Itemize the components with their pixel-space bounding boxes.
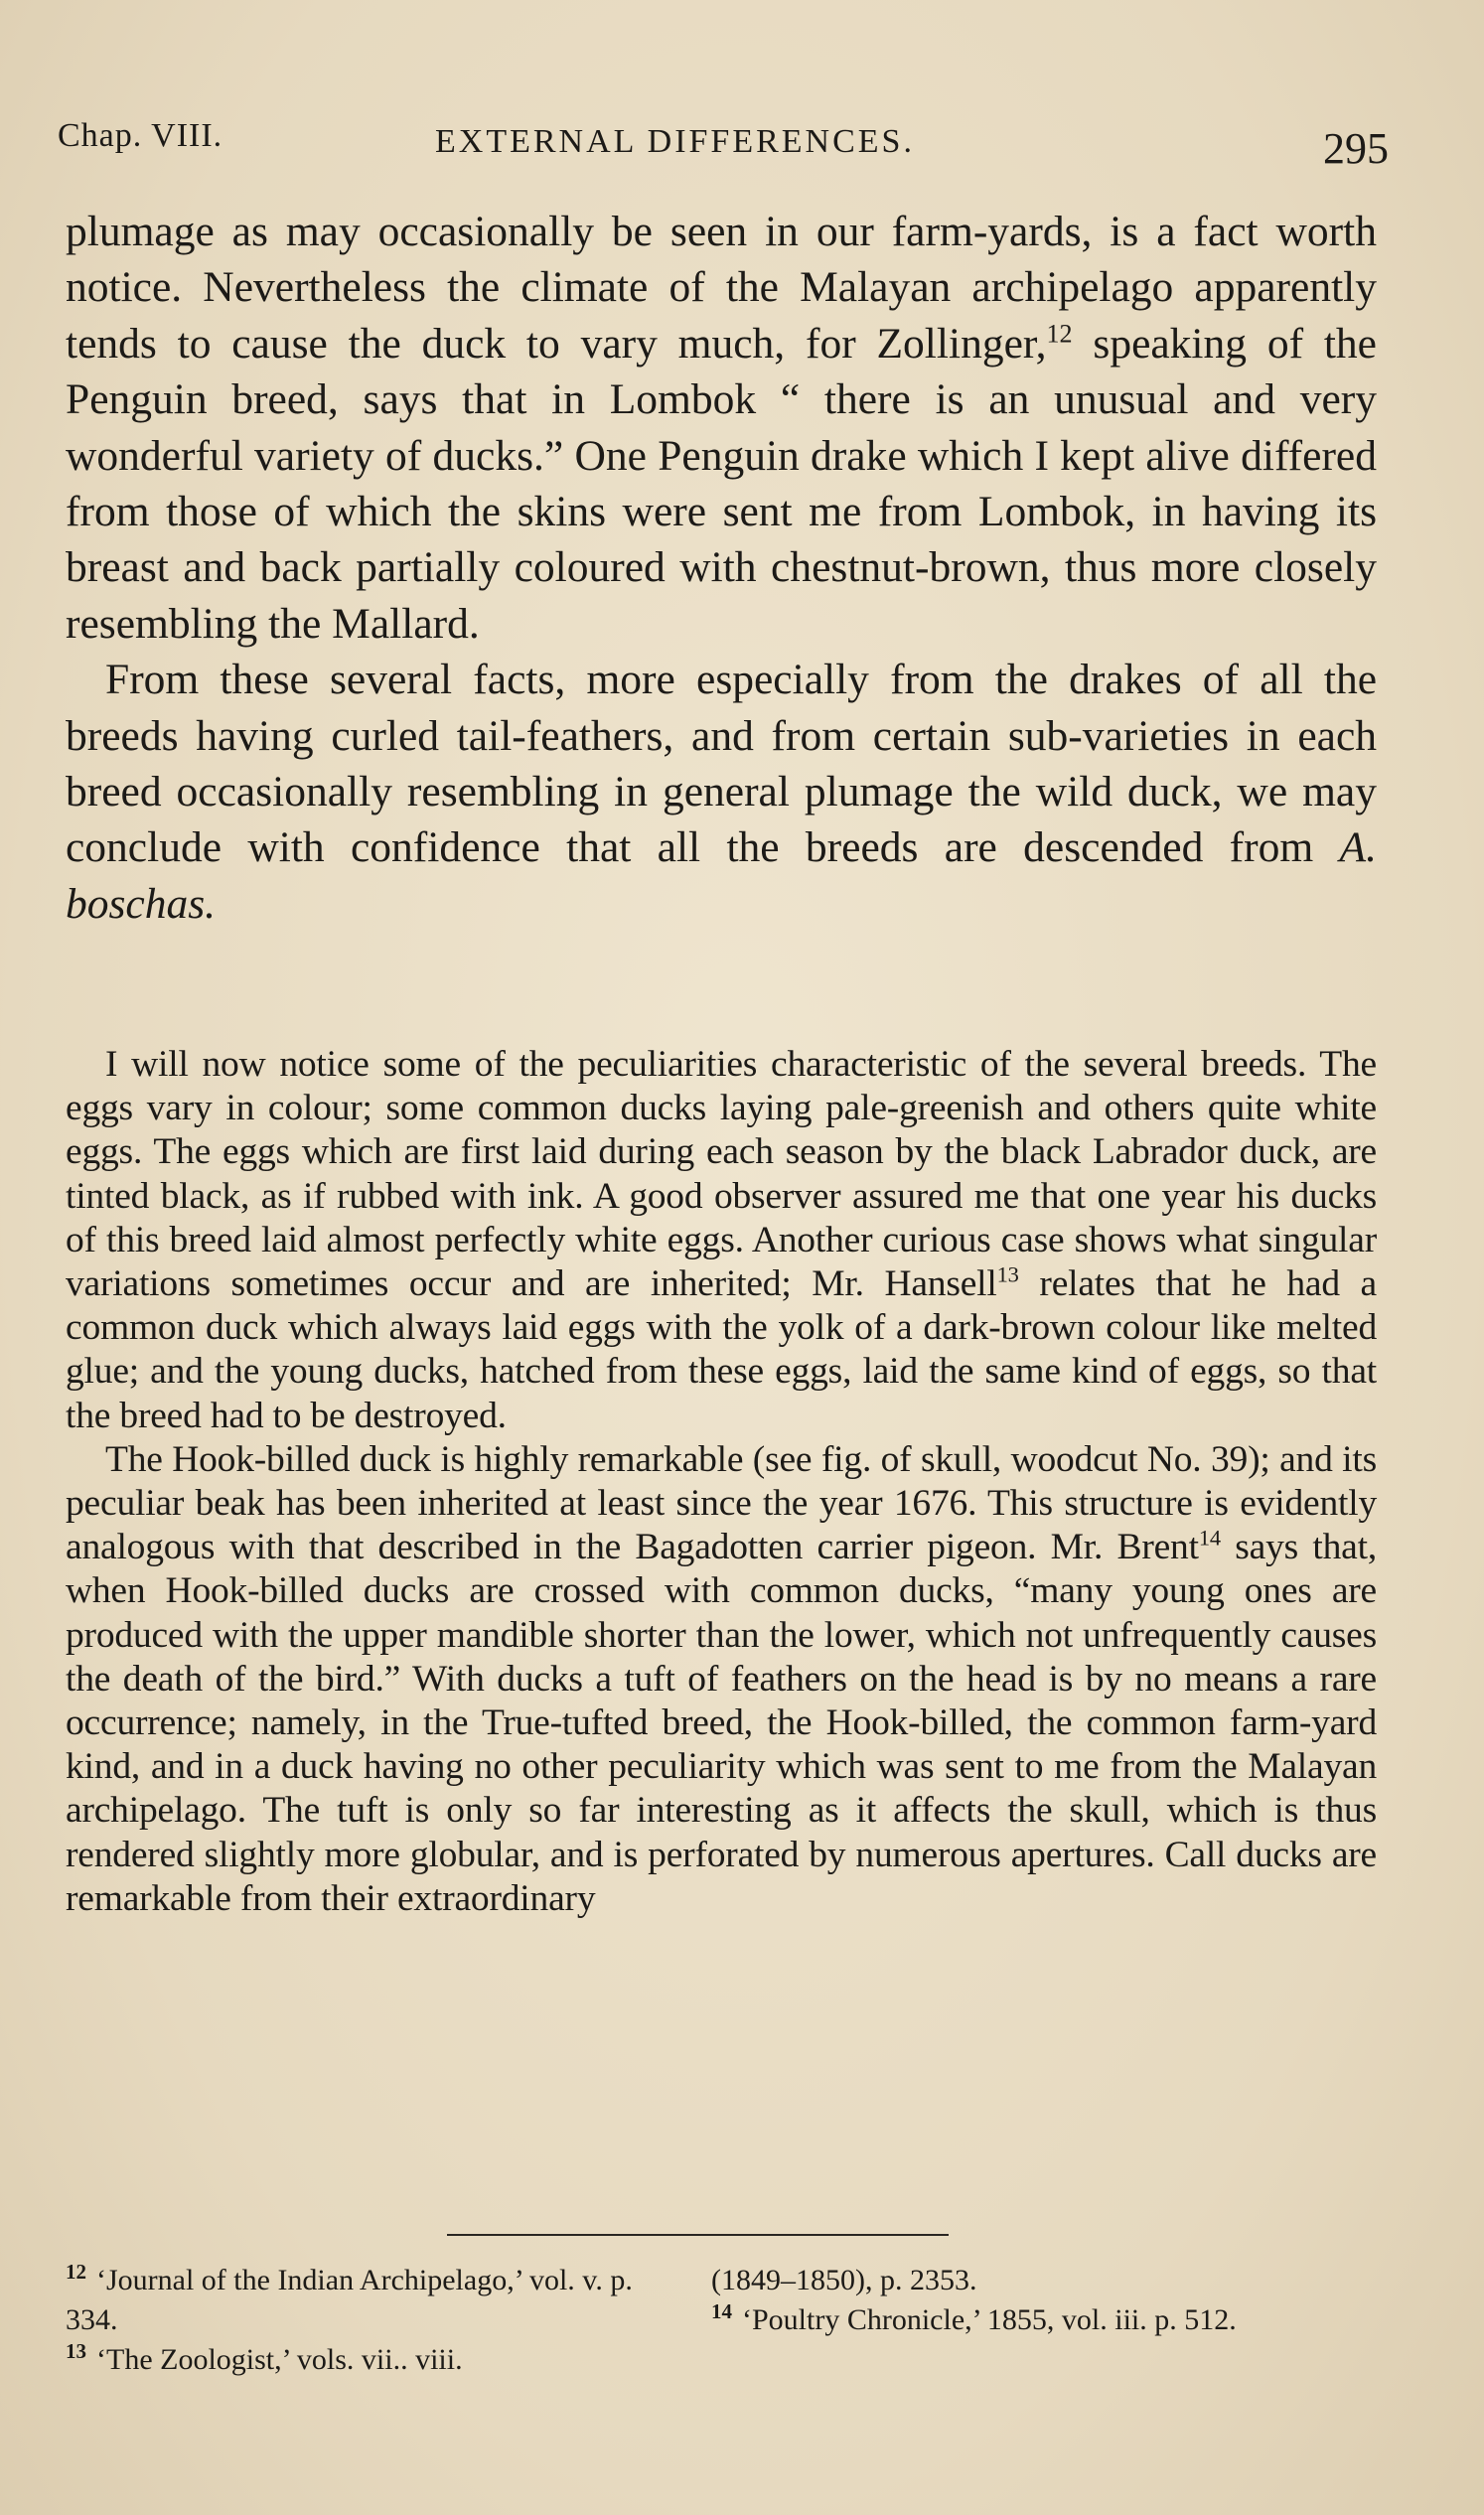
footnote-14 — [711, 2300, 1377, 2340]
main-text-large — [66, 204, 1377, 932]
footnote-divider — [447, 2234, 949, 2236]
paragraph-conclusion — [66, 652, 1377, 932]
footnote-text: ‘Journal of the Indian Archipelago,’ vol. v. p. 334. — [66, 2264, 633, 2336]
footnote-13-continued — [711, 2261, 1377, 2300]
paragraph-text: relates that he had a common duck which always laid eggs with the yolk of a dark-brown colour like melted glue; and the young ducks, hatched from these eggs, laid the same kind of eggs, so that the breed had to be destroyed. — [66, 1263, 1377, 1436]
footnote-ref-13: 13 — [996, 1261, 1019, 1287]
chapter-label: Chap. VIII. — [58, 117, 223, 154]
paragraph-text: From these several facts, more especially from the drakes of all the breeds having curled tail-feathers, and from certain sub-varieties in each breed occasionally resembling in general plumage the wild duck, we may conclude with confidence that all the breeds are descended from — [66, 656, 1377, 872]
paragraph-continuation — [66, 204, 1377, 652]
footnote-column-right — [711, 2261, 1377, 2340]
footnote-ref-12: 12 — [1046, 319, 1073, 349]
paragraph-hook-billed — [66, 1438, 1377, 1921]
running-header — [58, 117, 1389, 177]
footnote-marker: 12 — [66, 2260, 86, 2284]
footnote-text: ‘The Zoologist,’ vols. vii.. viii. — [96, 2343, 463, 2376]
paragraph-eggs — [66, 1043, 1377, 1438]
footnote-text: (1849–1850), p. 2353. — [711, 2264, 977, 2296]
paragraph-text: I will now notice some of the peculiarities characteristic of the several breeds. The eggs vary in colour; some common ducks laying pale-greenish and others quite white eggs. The eggs which are first laid during each season by the black Labrador duck, are tinted black, as if rubbed with ink. A good observer assured me that one year his ducks of this breed laid almost perfectly white eggs. Another curious case shows what singular variations sometimes occur and are inherited; Mr. Hansell — [66, 1044, 1377, 1305]
paragraph-text: The Hook-billed duck is highly remarkable (see fig. of skull, woodcut No. 39); and its peculiar beak has been inherited at least since the year 1676. This structure is evidently analogous with that described in the Bagadotten carrier pigeon. Mr. Brent — [66, 1438, 1377, 1568]
paragraph-text: plumage as may occasionally be seen in our farm-yards, is a fact worth notice. Nevertheless the climate of the Malayan archipelago apparently tends to cause the duck to vary much, for Zollinger, — [66, 208, 1377, 368]
paragraph-text: speaking of the Penguin breed, says that in Lombok “ there is an unusual and very wonderful variety of ducks.” One Penguin drake which I kept alive differed from those of which the skins were sent me from Lombok, in having its breast and back partially coloured with chestnut-brown, thus more closely resembling the Mallard. — [66, 319, 1377, 648]
footnote-marker: 13 — [66, 2339, 86, 2363]
footnote-column-left — [66, 2261, 681, 2380]
footnote-text: ‘Poultry Chronicle,’ 1855, vol. iii. p. 512. — [742, 2303, 1237, 2336]
footnote-12 — [66, 2261, 681, 2340]
page-number: 295 — [1323, 124, 1389, 173]
running-title: EXTERNAL DIFFERENCES. — [435, 123, 915, 160]
footnote-ref-14: 14 — [1198, 1525, 1221, 1551]
footnote-13 — [66, 2340, 681, 2380]
footnote-marker: 14 — [711, 2299, 732, 2323]
main-text-small — [66, 1043, 1377, 1921]
paragraph-text: says that, when Hook-billed ducks are crossed with common ducks, “many young ones are produced with the upper mandible shorter than the lower, which not unfrequently causes the death of the bird.” With ducks a tuft of feathers on the head is by no means a rare occurrence; namely, in the True-tufted breed, the Hook-billed, the common farm-yard kind, and in a duck having no other peculiarity which was sent to me from the Malayan archipelago. The tuft is only so far interesting as it affects the skull, which is thus rendered slightly more globular, and is perforated by numerous apertures. Call ducks are remarkable from their extraordinary — [66, 1527, 1377, 1919]
species-name: A. boschas. — [66, 823, 1377, 928]
